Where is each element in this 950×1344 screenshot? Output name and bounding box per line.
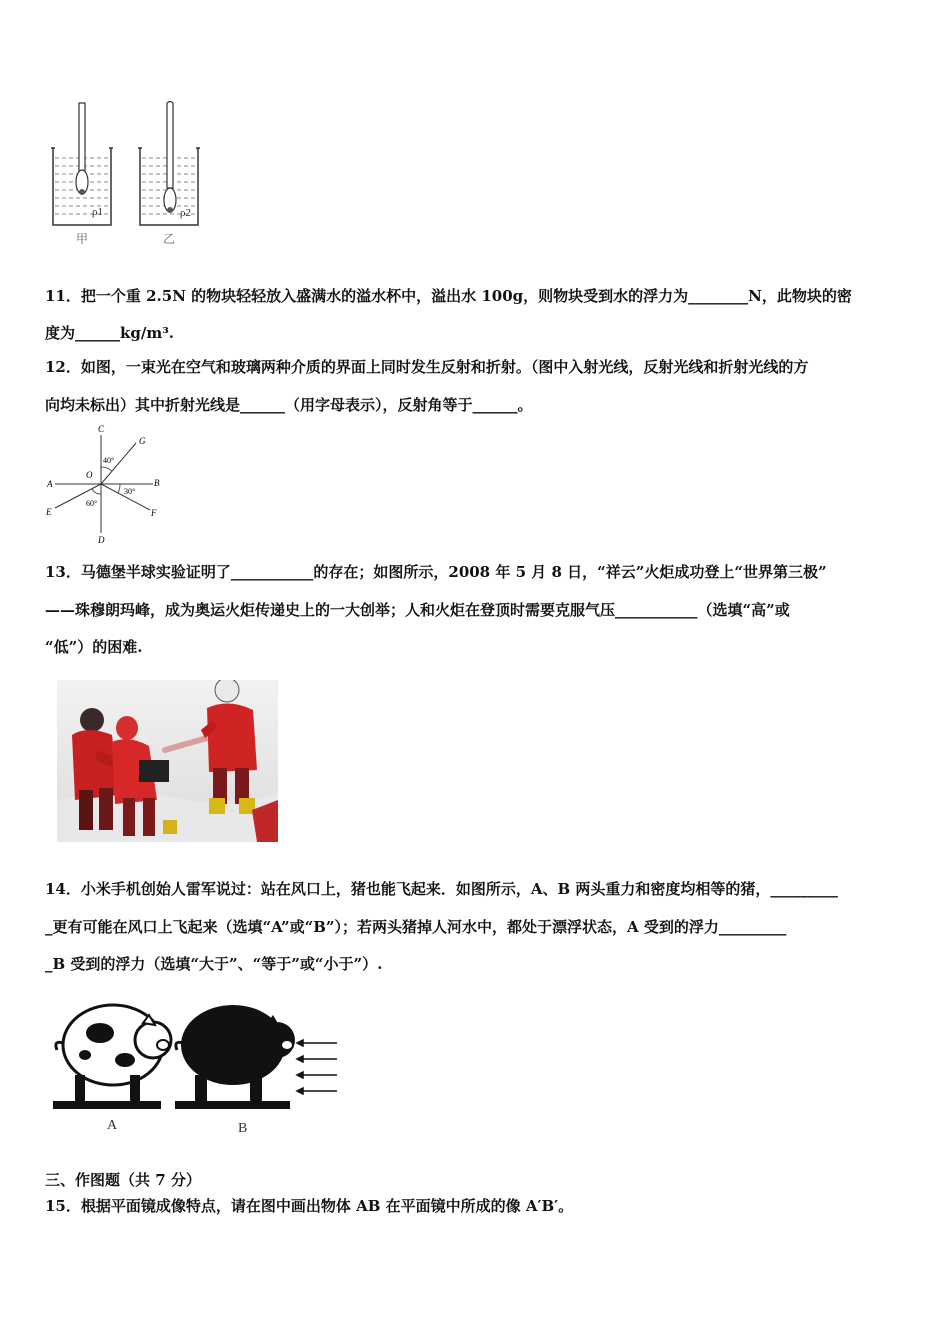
question-11-line-2: 度为______kg/m³. [45,324,175,342]
angle-60-label: 60° [86,499,98,508]
question-11-line-1: 11．把一个重 2.5N 的物块轻轻放入盛满水的溢水杯中，溢出水 100g，则物块受到水的浮力为________N，此物块的密 [45,287,852,305]
question-13-line-1: 13．马德堡半球实验证明了___________的存在；如图所示，2008 年 5 月 8 日，“祥云”火炬成功登上“世界第三极” [45,563,827,581]
pig-b [175,1005,295,1109]
label-d: D [98,535,105,545]
label-o: O [86,470,93,480]
densimeter-beakers-figure [48,100,213,250]
rho1-label: ρ1 [92,206,103,218]
label-jia: 甲 [76,232,89,246]
question-14-line-3: _B 受到的浮力（选填“大于”、“等于”或“小于”）. [45,955,383,973]
question-13-line-3: “低”）的困难. [45,638,143,656]
angle-40-label: 40° [103,456,115,465]
label-a: A [47,479,53,489]
label-b: B [154,478,160,488]
label-e: E [46,507,52,517]
question-13-line-2: ——珠穆朗玛峰，成为奥运火炬传递史上的一大创举；人和火炬在登顶时需要克服气压___________（选填“高”或 [45,601,790,619]
question-14-line-2: _更有可能在风口上飞起来（选填“A”或“B”）；若两头猪掉人河水中，都处于漂浮状态，A 受到的浮力_________ [45,918,787,936]
question-14-line-1: 14．小米手机创始人雷军说过：站在风口上，猪也能飞起来．如图所示，A、B 两头重力和密度均相等的猪，_________ [45,880,838,898]
pigs-wind-figure [45,985,345,1135]
question-15-line-1: 15．根据平面镜成像特点，请在图中画出物体 AB 在平面镜中所成的像 A′B′。 [45,1197,574,1215]
pig-b-label: B [238,1121,248,1135]
angle-30-label: 30° [124,487,136,496]
everest-torch-photo [57,680,278,842]
question-12-line-1: 12．如图，一束光在空气和玻璃两种介质的界面上同时发生反射和折射。（图中入射光线，反射光线和折射光线的方 [45,358,809,376]
pig-a [53,1005,171,1109]
pig-a-label: A [107,1118,118,1133]
wind-arrows [297,1040,337,1094]
label-g: G [139,436,146,446]
label-yi: 乙 [163,232,176,246]
refraction-diagram [40,423,170,546]
rho2-label: ρ2 [180,207,191,219]
beaker-jia [51,103,113,225]
section-3-title: 三、作图题（共 7 分） [45,1171,201,1189]
question-12-line-2: 向均未标出）其中折射光线是______（用字母表示），反射角等于______。 [45,396,533,414]
label-f: F [151,508,157,518]
label-c: C [98,424,105,434]
